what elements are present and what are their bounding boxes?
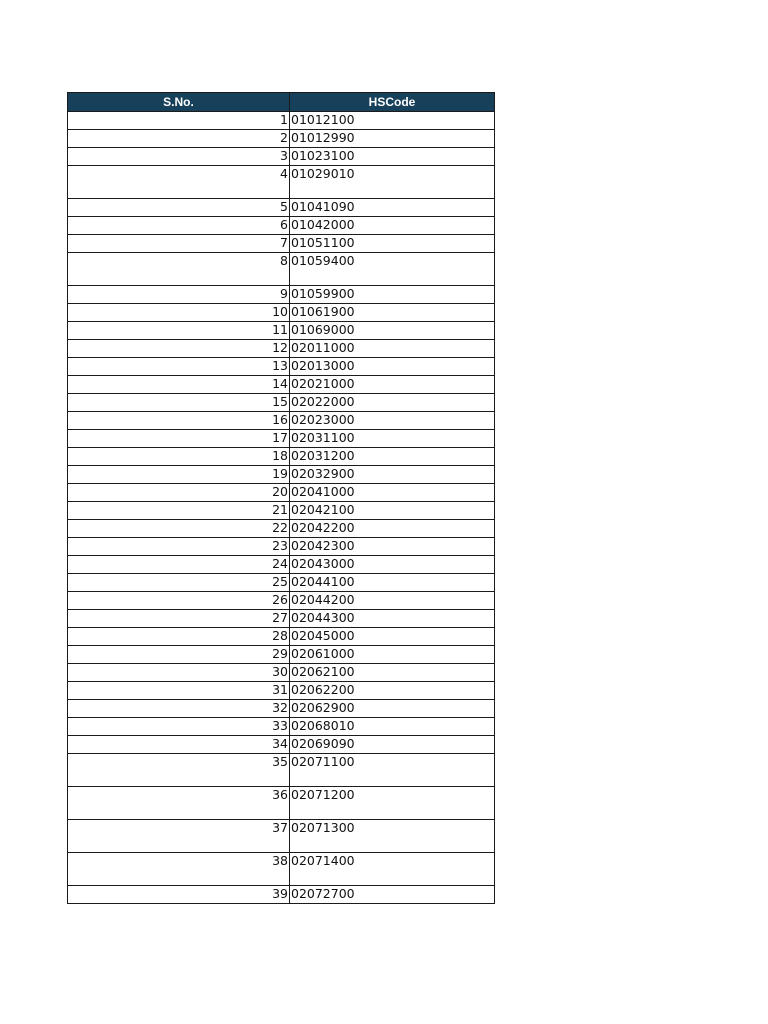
table-row [68, 754, 495, 787]
cell-hscode: 01059900 [290, 286, 495, 304]
table-row [68, 787, 495, 820]
cell-hscode: 02021000 [290, 376, 495, 394]
table-row [68, 412, 495, 430]
table-row [68, 304, 495, 322]
cell-hscode: 02011000 [290, 340, 495, 358]
cell-sno: 37 [68, 820, 290, 853]
cell-hscode: 02044100 [290, 574, 495, 592]
table-row [68, 430, 495, 448]
table-row [68, 520, 495, 538]
table-row [68, 538, 495, 556]
column-header-hscode: HSCode [290, 93, 495, 112]
table-row [68, 610, 495, 628]
table-row [68, 235, 495, 253]
cell-sno: 4 [68, 166, 290, 199]
table-row [68, 112, 495, 130]
cell-sno: 22 [68, 520, 290, 538]
table-row [68, 886, 495, 904]
cell-hscode: 02061000 [290, 646, 495, 664]
table-row [68, 736, 495, 754]
cell-sno: 36 [68, 787, 290, 820]
table-row [68, 199, 495, 217]
table-row [68, 664, 495, 682]
cell-hscode: 02044300 [290, 610, 495, 628]
cell-sno: 9 [68, 286, 290, 304]
cell-hscode: 01069000 [290, 322, 495, 340]
cell-hscode: 01051100 [290, 235, 495, 253]
cell-hscode: 02023000 [290, 412, 495, 430]
table-row [68, 853, 495, 886]
table-row [68, 130, 495, 148]
cell-hscode: 02071400 [290, 853, 495, 886]
cell-hscode: 02043000 [290, 556, 495, 574]
cell-hscode: 02062200 [290, 682, 495, 700]
cell-hscode: 01059400 [290, 253, 495, 286]
cell-hscode: 02069090 [290, 736, 495, 754]
cell-sno: 30 [68, 664, 290, 682]
cell-sno: 35 [68, 754, 290, 787]
cell-hscode: 02042200 [290, 520, 495, 538]
table-row [68, 682, 495, 700]
cell-hscode: 02013000 [290, 358, 495, 376]
cell-sno: 28 [68, 628, 290, 646]
cell-sno: 15 [68, 394, 290, 412]
cell-sno: 2 [68, 130, 290, 148]
column-header-sno: S.No. [68, 93, 290, 112]
cell-sno: 38 [68, 853, 290, 886]
cell-hscode: 02022000 [290, 394, 495, 412]
cell-sno: 33 [68, 718, 290, 736]
cell-hscode: 02041000 [290, 484, 495, 502]
table-row [68, 148, 495, 166]
cell-hscode: 01012100 [290, 112, 495, 130]
table-row [68, 286, 495, 304]
cell-hscode: 02062900 [290, 700, 495, 718]
cell-sno: 10 [68, 304, 290, 322]
cell-sno: 6 [68, 217, 290, 235]
table-row [68, 466, 495, 484]
cell-hscode: 02032900 [290, 466, 495, 484]
cell-sno: 16 [68, 412, 290, 430]
cell-sno: 1 [68, 112, 290, 130]
table-row [68, 700, 495, 718]
cell-sno: 24 [68, 556, 290, 574]
cell-sno: 14 [68, 376, 290, 394]
table-row [68, 448, 495, 466]
cell-sno: 31 [68, 682, 290, 700]
cell-sno: 32 [68, 700, 290, 718]
cell-sno: 5 [68, 199, 290, 217]
cell-sno: 25 [68, 574, 290, 592]
table-header [68, 93, 495, 112]
cell-sno: 13 [68, 358, 290, 376]
cell-sno: 27 [68, 610, 290, 628]
cell-hscode: 02072700 [290, 886, 495, 904]
table-row [68, 574, 495, 592]
cell-hscode: 02071100 [290, 754, 495, 787]
cell-hscode: 01042000 [290, 217, 495, 235]
cell-sno: 11 [68, 322, 290, 340]
cell-sno: 29 [68, 646, 290, 664]
table-row [68, 820, 495, 853]
hscode-table [67, 92, 495, 904]
cell-sno: 39 [68, 886, 290, 904]
table-row [68, 718, 495, 736]
cell-hscode: 01012990 [290, 130, 495, 148]
cell-hscode: 02062100 [290, 664, 495, 682]
cell-hscode: 01023100 [290, 148, 495, 166]
cell-hscode: 01061900 [290, 304, 495, 322]
table-row [68, 166, 495, 199]
cell-hscode: 02044200 [290, 592, 495, 610]
cell-sno: 21 [68, 502, 290, 520]
cell-hscode: 02071200 [290, 787, 495, 820]
table-body [68, 112, 495, 904]
header-row [68, 93, 495, 112]
cell-hscode: 02045000 [290, 628, 495, 646]
cell-sno: 3 [68, 148, 290, 166]
cell-sno: 8 [68, 253, 290, 286]
cell-sno: 19 [68, 466, 290, 484]
cell-hscode: 02071300 [290, 820, 495, 853]
cell-hscode: 01041090 [290, 199, 495, 217]
table-row [68, 592, 495, 610]
cell-hscode: 02031100 [290, 430, 495, 448]
table-row [68, 340, 495, 358]
cell-sno: 23 [68, 538, 290, 556]
table-row [68, 484, 495, 502]
table-row [68, 394, 495, 412]
table-row [68, 322, 495, 340]
cell-sno: 26 [68, 592, 290, 610]
cell-sno: 17 [68, 430, 290, 448]
table-row [68, 646, 495, 664]
cell-hscode: 02031200 [290, 448, 495, 466]
table-row [68, 358, 495, 376]
cell-sno: 18 [68, 448, 290, 466]
table-row [68, 253, 495, 286]
cell-hscode: 01029010 [290, 166, 495, 199]
cell-sno: 34 [68, 736, 290, 754]
table-row [68, 217, 495, 235]
table-row [68, 376, 495, 394]
cell-hscode: 02042100 [290, 502, 495, 520]
table-row [68, 628, 495, 646]
cell-sno: 20 [68, 484, 290, 502]
cell-sno: 12 [68, 340, 290, 358]
cell-sno: 7 [68, 235, 290, 253]
cell-hscode: 02068010 [290, 718, 495, 736]
table-row [68, 502, 495, 520]
table-row [68, 556, 495, 574]
cell-hscode: 02042300 [290, 538, 495, 556]
